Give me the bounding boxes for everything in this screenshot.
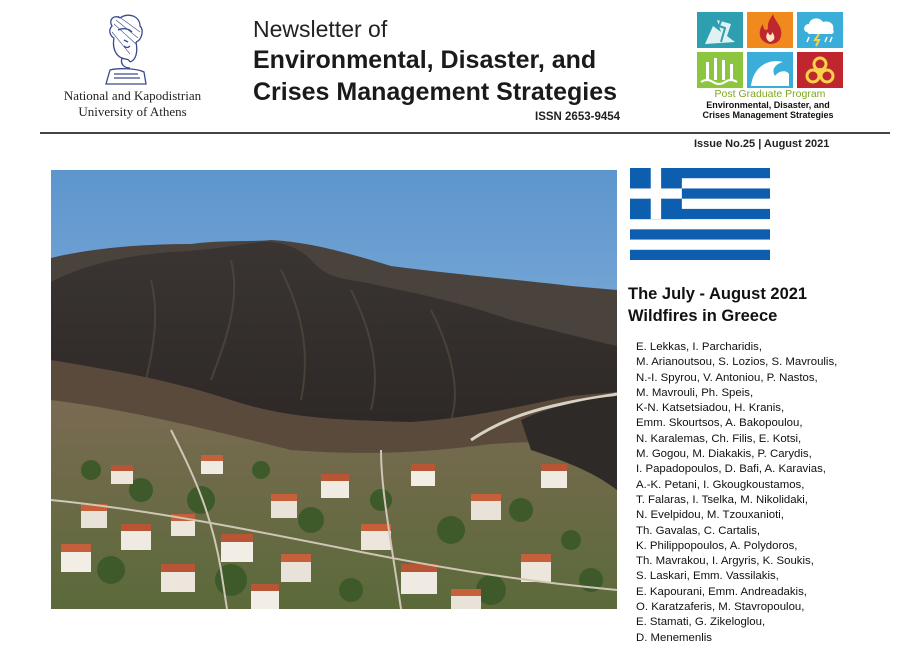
author-line: O. Karatzaferis, M. Stavropoulou, [636, 601, 805, 614]
author-line: I. Papadopoulos, D. Bafi, A. Karavias, [636, 463, 826, 476]
author-line: M. Gogou, M. Diakakis, P. Carydis, [636, 448, 812, 461]
author-line: N. Evelpidou, M. Tzouxanioti, [636, 509, 784, 522]
author-line: N.-I. Spyrou, V. Antoniou, P. Nastos, [636, 371, 818, 384]
author-line: D. Menemenlis [636, 631, 712, 644]
program-logo [697, 12, 843, 94]
header-divider [40, 132, 890, 134]
article-title: The July - August 2021 Wildfires in Greece [628, 285, 808, 325]
program-name: Environmental, Disaster, and Crises Management Strategies [702, 100, 834, 120]
university-logo [100, 12, 152, 88]
author-line: K. Philippopoulos, A. Polydoros, [636, 539, 798, 552]
author-line: T. Falaras, I. Tselka, M. Nikolidaki, [636, 493, 808, 506]
author-line: E. Stamati, G. Zikeloglou, [636, 616, 766, 629]
author-line: E. Kapourani, Emm. Andreadakis, [636, 585, 807, 598]
author-line: A.-K. Petani, I. Gkougkoustamos, [636, 478, 805, 491]
program-label: Post Graduate Program [714, 88, 826, 100]
author-list [636, 340, 886, 646]
author-line: Emm. Skourtsos, A. Bakopoulou, [636, 417, 803, 430]
author-line: E. Lekkas, I. Parcharidis, [636, 341, 762, 353]
author-line: M. Arianoutsou, S. Lozios, S. Mavroulis, [636, 356, 838, 369]
author-line: S. Laskari, Emm. Vassilakis, [636, 570, 779, 583]
author-line: M. Mavrouli, Ph. Speis, [636, 386, 754, 399]
newsletter-title: Environmental, Disaster, and Crises Management Strategies [253, 46, 618, 106]
issn: ISSN 2653-9454 [535, 111, 621, 123]
newsletter-prefix: Newsletter of [253, 16, 388, 42]
university-name: National and Kapodistrian University of Athens [63, 88, 202, 119]
author-line: K-N. Katsetsiadou, H. Kranis, [636, 402, 785, 415]
author-line: N. Karalemas, Ch. Filis, E. Kotsi, [636, 432, 802, 445]
author-line: Th. Mavrakou, I. Argyris, K. Soukis, [636, 555, 814, 568]
greek-flag-icon [630, 168, 770, 260]
issue-label: Issue No.25 | August 2021 [694, 138, 830, 150]
author-line: Th. Gavalas, C. Cartalis, [636, 524, 761, 537]
wildfire-aerial-photo [51, 170, 617, 609]
